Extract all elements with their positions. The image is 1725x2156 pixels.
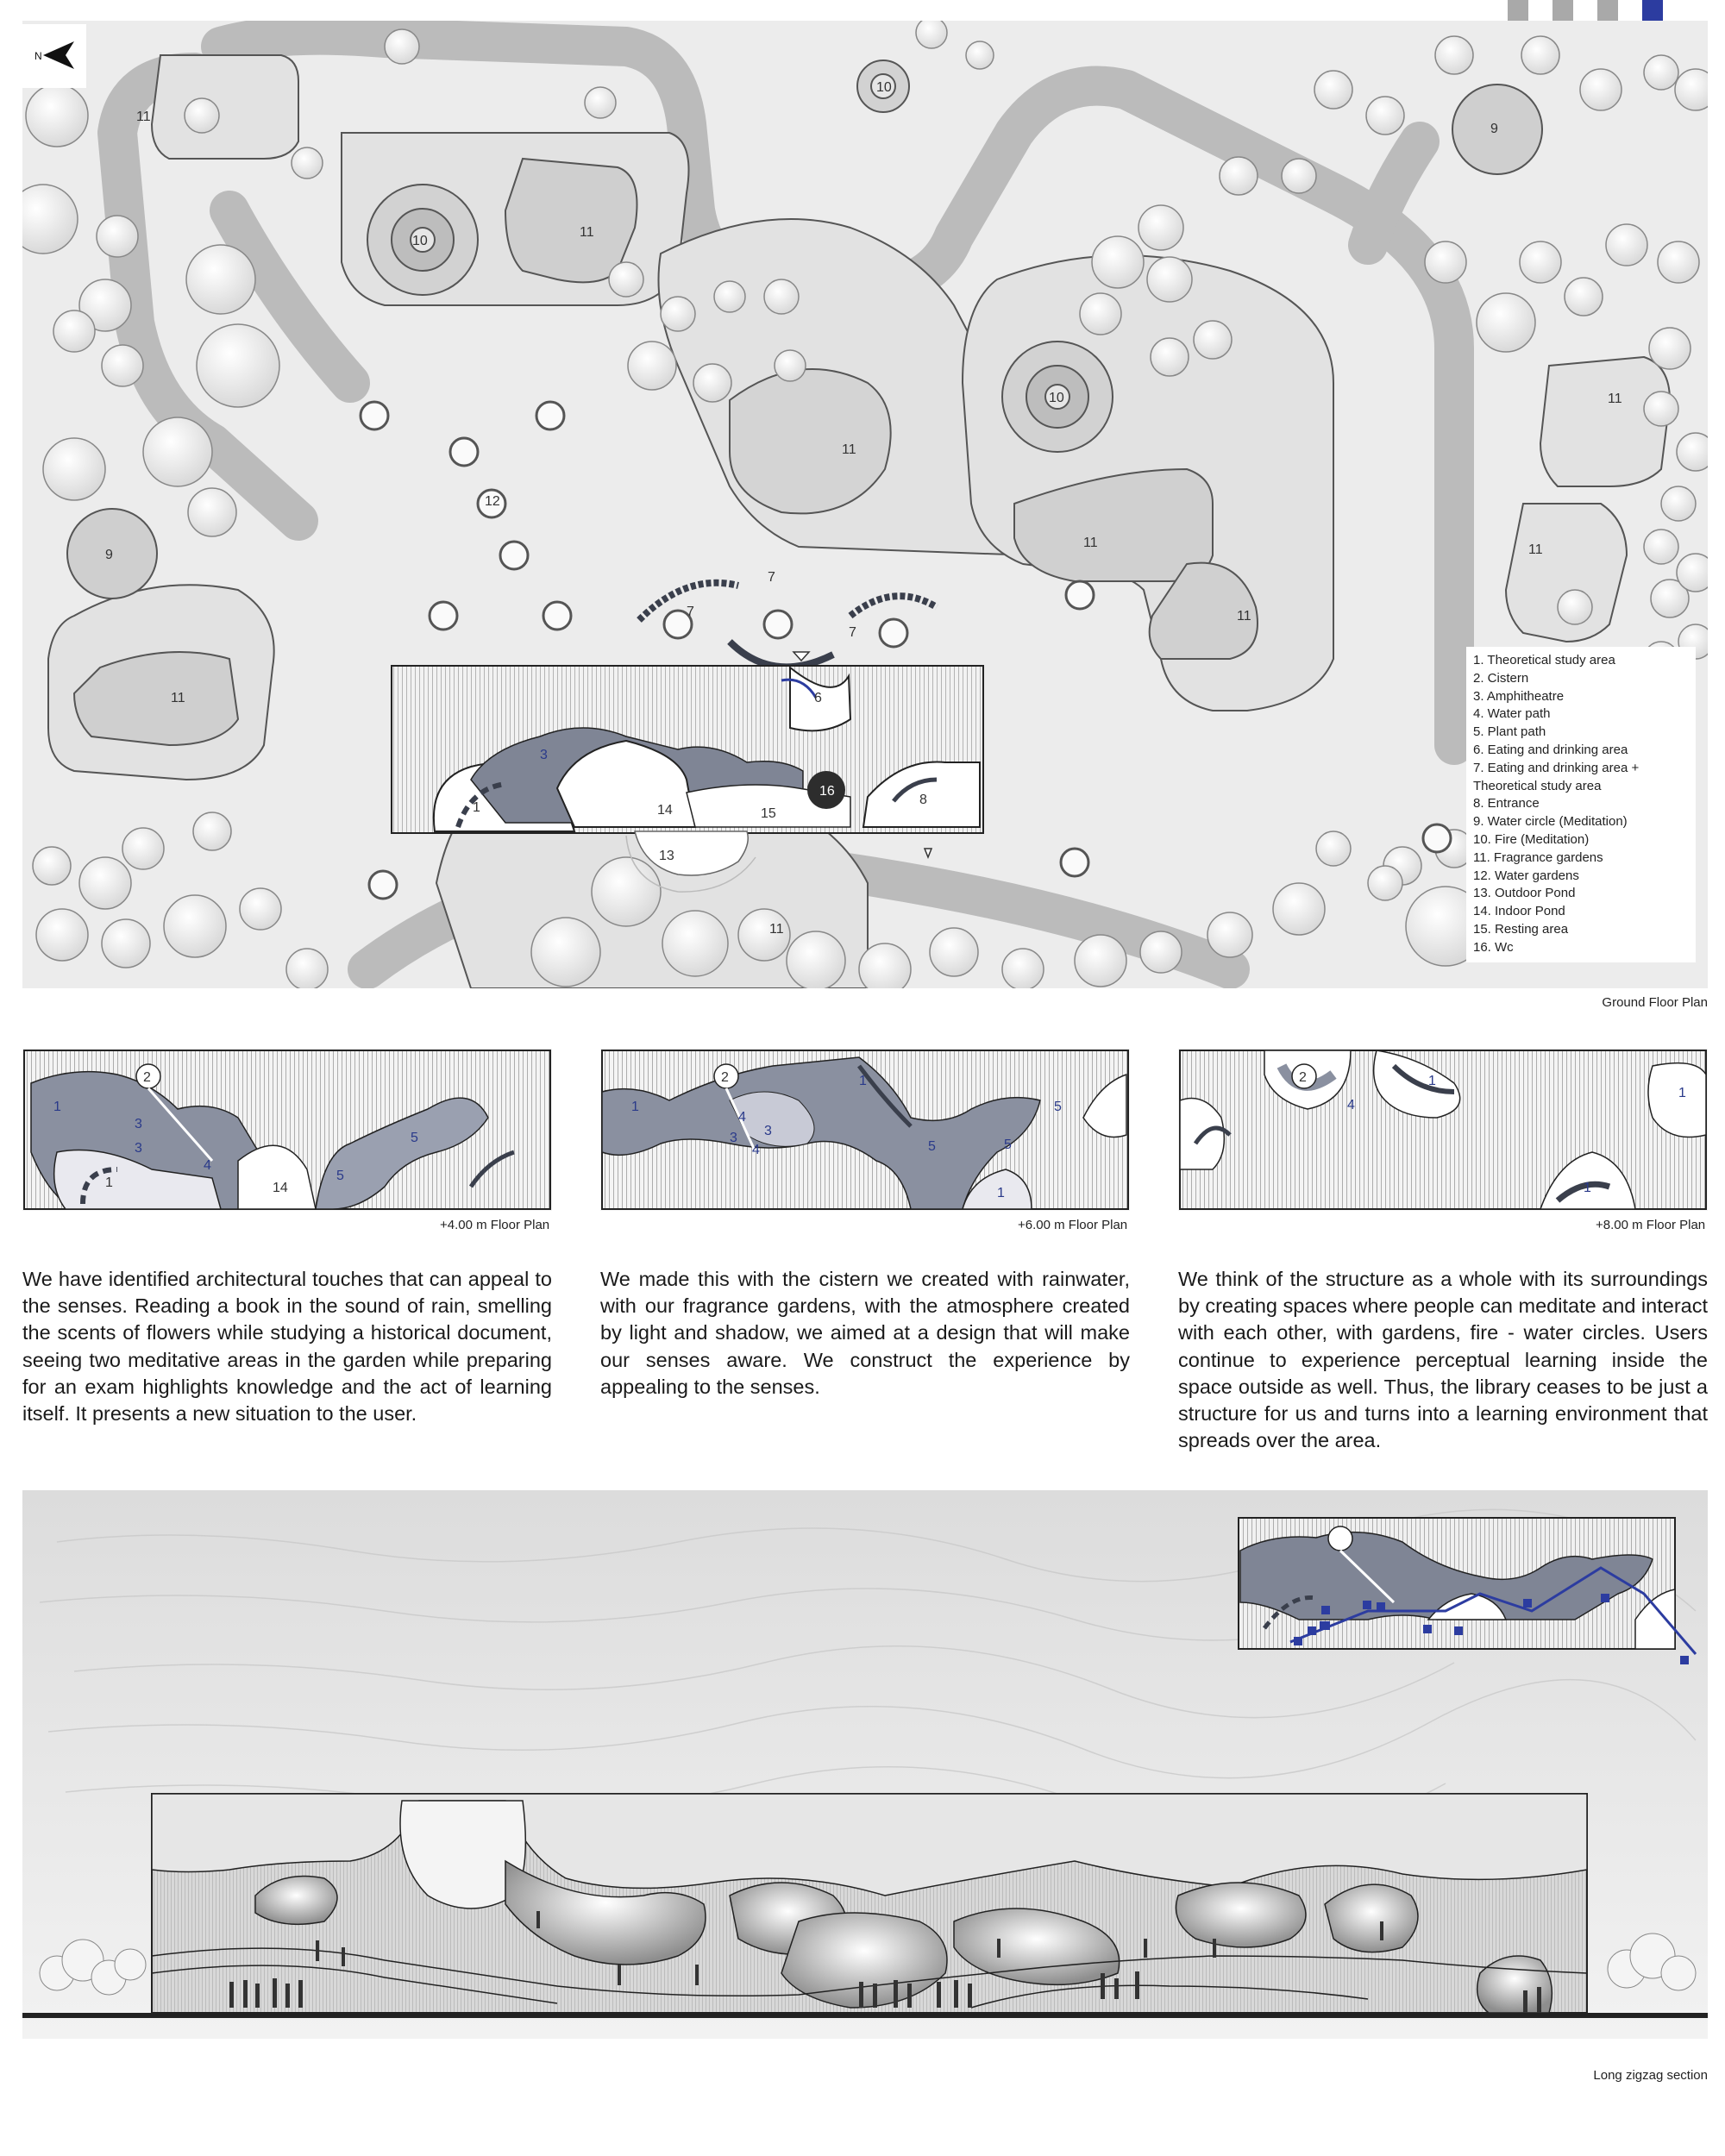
label-5: 5 — [1054, 1100, 1062, 1114]
label-4: 4 — [738, 1110, 746, 1125]
label-10: 10 — [876, 80, 892, 95]
plan-legend — [1466, 647, 1696, 962]
ground-floor-plan — [22, 21, 1708, 988]
label-8: 8 — [919, 793, 927, 807]
legend-item: 4. Water path — [1473, 706, 1551, 722]
label-5: 5 — [928, 1139, 936, 1154]
legend-item: 8. Entrance — [1473, 796, 1540, 812]
label-5: 5 — [1004, 1138, 1012, 1152]
ground-line — [22, 2013, 1708, 2018]
label-2: 2 — [721, 1070, 729, 1085]
legend-item: Theoretical study area — [1473, 778, 1602, 793]
label-9: 9 — [1490, 122, 1498, 136]
north-arrow-icon — [22, 24, 86, 88]
section-caption: Long zigzag section — [1593, 2068, 1708, 2083]
legend-item: 14. Indoor Pond — [1473, 904, 1565, 919]
legend-item: 15. Resting area — [1473, 921, 1569, 937]
floor-plan-8m-caption: +8.00 m Floor Plan — [1596, 1218, 1706, 1232]
label-15: 15 — [761, 806, 776, 821]
floor-plan-8m-drawing — [1178, 1049, 1708, 1211]
label-1: 1 — [997, 1186, 1005, 1200]
label-1: 1 — [473, 800, 480, 815]
floor-plan-6m — [600, 1049, 1130, 1211]
label-2: 2 — [143, 1070, 151, 1085]
legend-item: 5. Plant path — [1473, 724, 1546, 740]
svg-text:N: N — [34, 50, 42, 62]
floor-plan-8m — [1178, 1049, 1708, 1211]
label-10: 10 — [412, 234, 428, 248]
section-key-plan — [1239, 1518, 1696, 1664]
label-12: 12 — [485, 494, 500, 509]
label-11: 11 — [1083, 536, 1098, 550]
label-10: 10 — [1049, 391, 1064, 405]
legend-item: 9. Water circle (Meditation) — [1473, 814, 1628, 830]
label-11: 11 — [769, 922, 784, 937]
floor-plan-4m — [22, 1049, 552, 1211]
label-4: 4 — [204, 1158, 211, 1173]
label-3: 3 — [730, 1131, 737, 1145]
label-11: 11 — [1608, 392, 1622, 406]
grey-square — [1508, 0, 1528, 21]
legend-item: 11. Fragrance gardens — [1473, 849, 1603, 865]
label-3: 3 — [764, 1124, 772, 1138]
ground-plan-drawing — [22, 21, 1708, 988]
label-5: 5 — [336, 1169, 344, 1183]
label-1: 1 — [1428, 1074, 1436, 1088]
label-14: 14 — [273, 1181, 288, 1195]
label-13: 13 — [659, 849, 674, 863]
label-2: 2 — [1299, 1070, 1307, 1085]
description-paragraph-1: We have identified architectural touches that can appeal to the senses. Reading a book in the sound of rain, smelling the scents of flowers while studying a historical document, seeing two meditative areas in the garden while preparing for an exam highlights knowledge and the act of learning itself. It presents a new situation to the user. — [22, 1268, 552, 1426]
grey-square — [1597, 0, 1618, 21]
label-6: 6 — [814, 691, 822, 705]
label-7: 7 — [849, 625, 856, 640]
legend-item: 10. Fire (Meditation) — [1473, 831, 1590, 847]
label-11: 11 — [842, 442, 856, 457]
label-1: 1 — [631, 1100, 639, 1114]
grey-square — [1552, 0, 1573, 21]
floor-plan-4m-caption: +4.00 m Floor Plan — [440, 1218, 550, 1232]
label-3: 3 — [135, 1117, 142, 1131]
label-7: 7 — [768, 570, 775, 585]
description-paragraph-3: We think of the structure as a whole with its surroundings by creating spaces where people can meditate and interact with each other, with gardens, fire - water circles. Users continue to experience perceptual learning inside the space outside as well. Thus, the library ceases to be just a structure for us and turns into a learning environment that spreads over the area. — [1178, 1268, 1708, 1452]
label-1: 1 — [1678, 1086, 1686, 1100]
description-paragraph-2: We made this with the cistern we created with rainwater, with our fragrance gardens, with the atmosphere created by light and shadow, we aimed at a design that will make our senses aware. We construct the experience by appealing to the senses. — [600, 1268, 1130, 1398]
label-3: 3 — [540, 748, 548, 762]
floor-plan-6m-caption: +6.00 m Floor Plan — [1018, 1218, 1128, 1232]
floor-plan-4m-drawing — [22, 1049, 552, 1211]
long-zigzag-section — [22, 1490, 1708, 2039]
label-9: 9 — [105, 548, 113, 562]
label-14: 14 — [657, 803, 673, 818]
label-4: 4 — [752, 1143, 760, 1157]
legend-item: 12. Water gardens — [1473, 868, 1579, 883]
ground-plan-caption: Ground Floor Plan — [1602, 995, 1708, 1010]
legend-item: 6. Eating and drinking area — [1473, 742, 1628, 757]
label-11: 11 — [1237, 609, 1251, 624]
legend-item: 2. Cistern — [1473, 670, 1529, 686]
label-5: 5 — [411, 1131, 418, 1145]
section-building — [152, 1794, 1587, 2013]
label-11: 11 — [1528, 542, 1543, 557]
north-arrow — [22, 24, 86, 88]
floor-plan-6m-drawing — [600, 1049, 1130, 1211]
legend-item: 3. Amphitheatre — [1473, 688, 1565, 704]
label-11: 11 — [171, 691, 185, 705]
legend-item: 1. Theoretical study area — [1473, 653, 1615, 667]
legend-item: 7. Eating and drinking area + — [1473, 760, 1640, 775]
label-1: 1 — [1584, 1181, 1591, 1195]
label-11: 11 — [136, 110, 151, 124]
legend-item: 13. Outdoor Pond — [1473, 886, 1576, 901]
blue-square — [1642, 0, 1663, 21]
top-color-squares — [1508, 0, 1725, 21]
label-11: 11 — [580, 225, 594, 240]
label-1: 1 — [105, 1175, 113, 1190]
label-4: 4 — [1347, 1098, 1355, 1112]
label-7: 7 — [687, 605, 694, 619]
section-drawing — [22, 1490, 1708, 2039]
label-3: 3 — [135, 1141, 142, 1156]
label-16: 16 — [819, 784, 835, 799]
label-1: 1 — [53, 1100, 61, 1114]
legend-item: 16. Wc — [1473, 939, 1514, 955]
label-1: 1 — [859, 1074, 867, 1088]
